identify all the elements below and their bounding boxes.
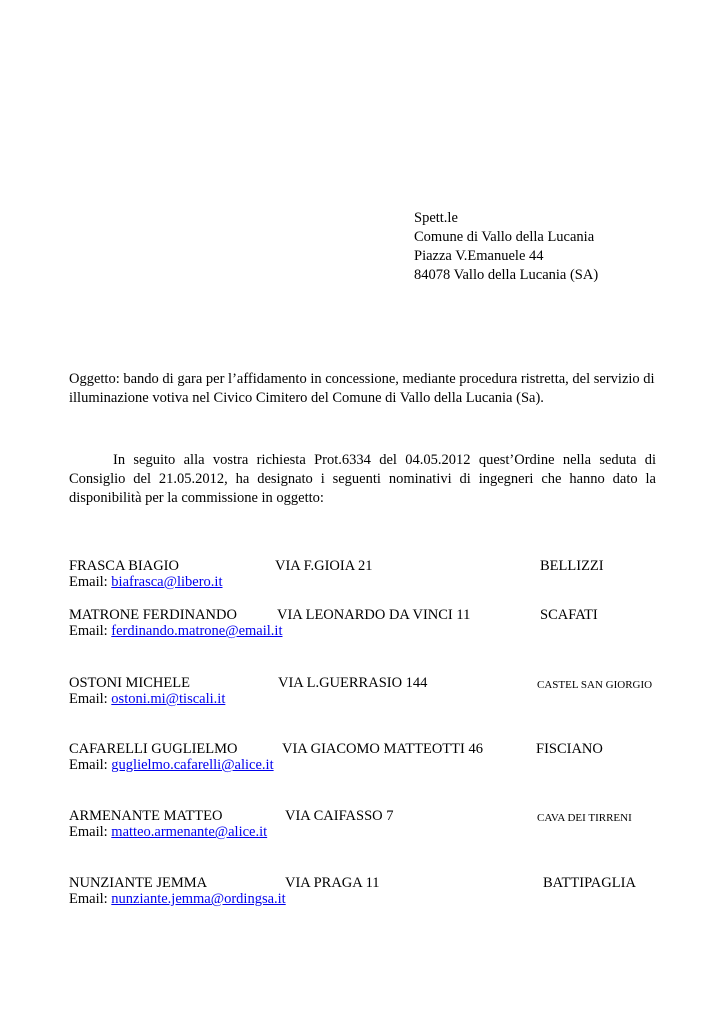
engineer-email-line bbox=[69, 890, 286, 909]
engineer-name: ARMENANTE MATTEO bbox=[69, 808, 223, 824]
email-label: Email: bbox=[69, 757, 108, 773]
engineer-street: VIA GIACOMO MATTEOTTI 46 bbox=[282, 741, 483, 757]
engineer-street: VIA LEONARDO DA VINCI 11 bbox=[277, 607, 471, 623]
engineer-city: CAVA DEI TIRRENI bbox=[537, 812, 632, 824]
engineer-name: OSTONI MICHELE bbox=[69, 675, 190, 691]
recipient-address bbox=[414, 209, 598, 285]
engineer-entry bbox=[69, 874, 669, 914]
engineer-name: FRASCA BIAGIO bbox=[69, 558, 179, 574]
engineer-email-link[interactable]: biafrasca@libero.it bbox=[111, 574, 223, 590]
engineer-email-link[interactable]: ostoni.mi@tiscali.it bbox=[111, 691, 226, 707]
engineer-street: VIA CAIFASSO 7 bbox=[285, 808, 394, 824]
engineer-entry bbox=[69, 557, 669, 597]
email-label: Email: bbox=[69, 623, 108, 639]
body-paragraph: In seguito alla vostra richiesta Prot.6334 del 04.05.2012 quest’Ordine nella seduta di Consiglio del 21.05.2012, ha designato i seguenti nominativi di ingegneri che hanno dato la disponibilità per la commissione in oggetto: bbox=[69, 452, 656, 506]
engineer-email-line bbox=[69, 823, 267, 842]
engineer-name: CAFARELLI GUGLIELMO bbox=[69, 741, 238, 757]
engineer-street: VIA F.GIOIA 21 bbox=[275, 558, 373, 574]
engineer-city: CASTEL SAN GIORGIO bbox=[537, 679, 653, 691]
engineer-street: VIA PRAGA 11 bbox=[285, 875, 380, 891]
subject-paragraph: Oggetto: bando di gara per l’affidamento in concessione, mediante procedura ristretta, del servizio di illuminazione votiva nel Civico Cimitero del Comune di Vallo della Lucania (Sa). bbox=[69, 371, 655, 406]
engineer-city: FISCIANO bbox=[536, 741, 603, 757]
engineer-city: BATTIPAGLIA bbox=[543, 875, 636, 891]
recipient-line: Piazza V.Emanuele 44 bbox=[414, 248, 544, 264]
engineer-entry bbox=[69, 807, 669, 847]
engineer-email-link[interactable]: ferdinando.matrone@email.it bbox=[111, 623, 283, 639]
engineer-entry bbox=[69, 740, 669, 780]
email-label: Email: bbox=[69, 824, 108, 840]
recipient-line: Spett.le bbox=[414, 210, 458, 226]
email-label: Email: bbox=[69, 891, 108, 907]
engineer-name: MATRONE FERDINANDO bbox=[69, 607, 237, 623]
engineer-email-line bbox=[69, 573, 222, 592]
email-label: Email: bbox=[69, 691, 108, 707]
engineer-email-line bbox=[69, 622, 282, 641]
engineer-city: BELLIZZI bbox=[540, 558, 604, 574]
engineer-entry bbox=[69, 674, 669, 714]
engineer-email-line bbox=[69, 756, 274, 775]
engineer-city: SCAFATI bbox=[540, 607, 598, 623]
recipient-line: 84078 Vallo della Lucania (SA) bbox=[414, 267, 599, 283]
email-label: Email: bbox=[69, 574, 108, 590]
engineer-email-line bbox=[69, 690, 225, 709]
engineer-entry bbox=[69, 606, 669, 646]
engineer-name: NUNZIANTE JEMMA bbox=[69, 875, 208, 891]
engineer-street: VIA L.GUERRASIO 144 bbox=[278, 675, 428, 691]
engineer-email-link[interactable]: matteo.armenante@alice.it bbox=[111, 824, 268, 840]
recipient-line: Comune di Vallo della Lucania bbox=[414, 229, 595, 245]
engineer-email-link[interactable]: guglielmo.cafarelli@alice.it bbox=[111, 757, 274, 773]
engineer-email-link[interactable]: nunziante.jemma@ordingsa.it bbox=[111, 891, 286, 907]
